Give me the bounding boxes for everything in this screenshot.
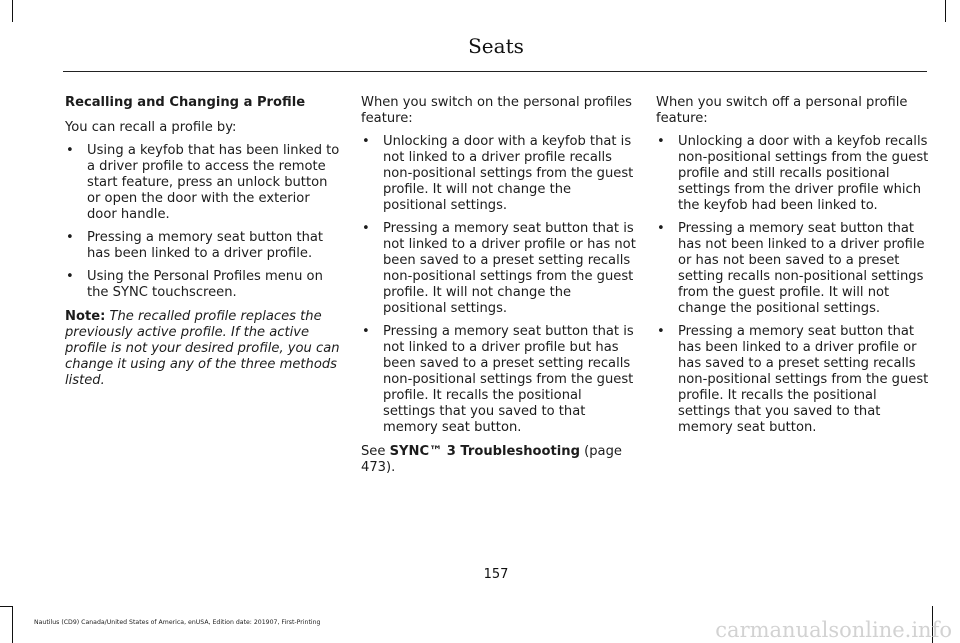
crop-mark-top-left-v: [12, 0, 13, 22]
list-item: • Pressing a memory seat button that is not linked to a driver profile but has been saved to a preset setting recalls non-positional settings from the guest profile. It recalls the positional settings that you saved to that memory seat button.: [361, 324, 637, 436]
column-profiles-on: [361, 95, 637, 483]
column-recalling-profile: [65, 95, 341, 396]
list-item: • Unlocking a door with a keyfob that is not linked to a driver profile recalls non-positional settings from the guest profile. It will not change the positional settings.: [361, 134, 637, 214]
crop-mark-bottom-left-h: [0, 606, 13, 607]
bullet-list: [361, 134, 637, 436]
intro-text: When you switch off a personal profile feature:: [656, 95, 908, 126]
note-label: Note:: [65, 309, 106, 324]
see-suffix: (page 473).: [361, 444, 622, 475]
watermark-logo: carmanualsonline.info: [715, 618, 952, 642]
crop-mark-bottom-left-v: [12, 606, 13, 643]
page-title: Seats: [468, 34, 524, 58]
bullet-list: [65, 143, 341, 301]
list-item: • Pressing a memory seat button that has been linked to a driver profile.: [65, 230, 341, 262]
intro-text: When you switch on the personal profiles feature:: [361, 95, 632, 126]
list-item: • Pressing a memory seat button that is not linked to a driver profile or has not been saved to a preset setting recalls non-positional settings from the guest profile. It will not change the positional settings.: [361, 221, 637, 317]
header-divider: [63, 71, 927, 72]
intro-text: You can recall a profile by:: [65, 120, 237, 135]
list-item: • Pressing a memory seat button that has not been linked to a driver profile or has not been saved to a preset setting recalls non-positional settings from the guest profile. It will not change the positional settings.: [656, 221, 932, 317]
page-number: 157: [483, 567, 509, 582]
see-prefix: See: [361, 444, 386, 459]
list-item: • Unlocking a door with a keyfob recalls non-positional settings from the guest profile and still recalls positional settings from the driver profile which the keyfob had been linked to.: [656, 134, 932, 214]
note-text: The recalled profile replaces the previously active profile. If the active profile is not your desired profile, you can change it using any of the three methods listed.: [65, 309, 340, 388]
list-item: • Using a keyfob that has been linked to a driver profile to access the remote start feature, press an unlock button or open the door with the exterior door handle.: [65, 143, 341, 223]
list-item: • Using the Personal Profiles menu on the SYNC touchscreen.: [65, 269, 341, 301]
section-heading: Recalling and Changing a Profile: [65, 95, 306, 110]
cross-reference: [361, 444, 637, 476]
note: [65, 309, 341, 389]
column-profiles-off: [656, 95, 932, 444]
sync-troubleshooting-link[interactable]: SYNC™ 3 Troubleshooting: [389, 444, 580, 459]
footer-edition-info: Nautilus (CD9) Canada/United States of America, enUSA, Edition date: 201907, First-Printing: [34, 619, 321, 626]
crop-mark-top-right-v: [945, 0, 946, 22]
list-item: • Pressing a memory seat button that has been linked to a driver profile or has saved to a preset setting recalls non-positional settings from the guest profile. It recalls the positional settings that you saved to that memory seat button.: [656, 324, 932, 436]
bullet-list: [656, 134, 932, 436]
